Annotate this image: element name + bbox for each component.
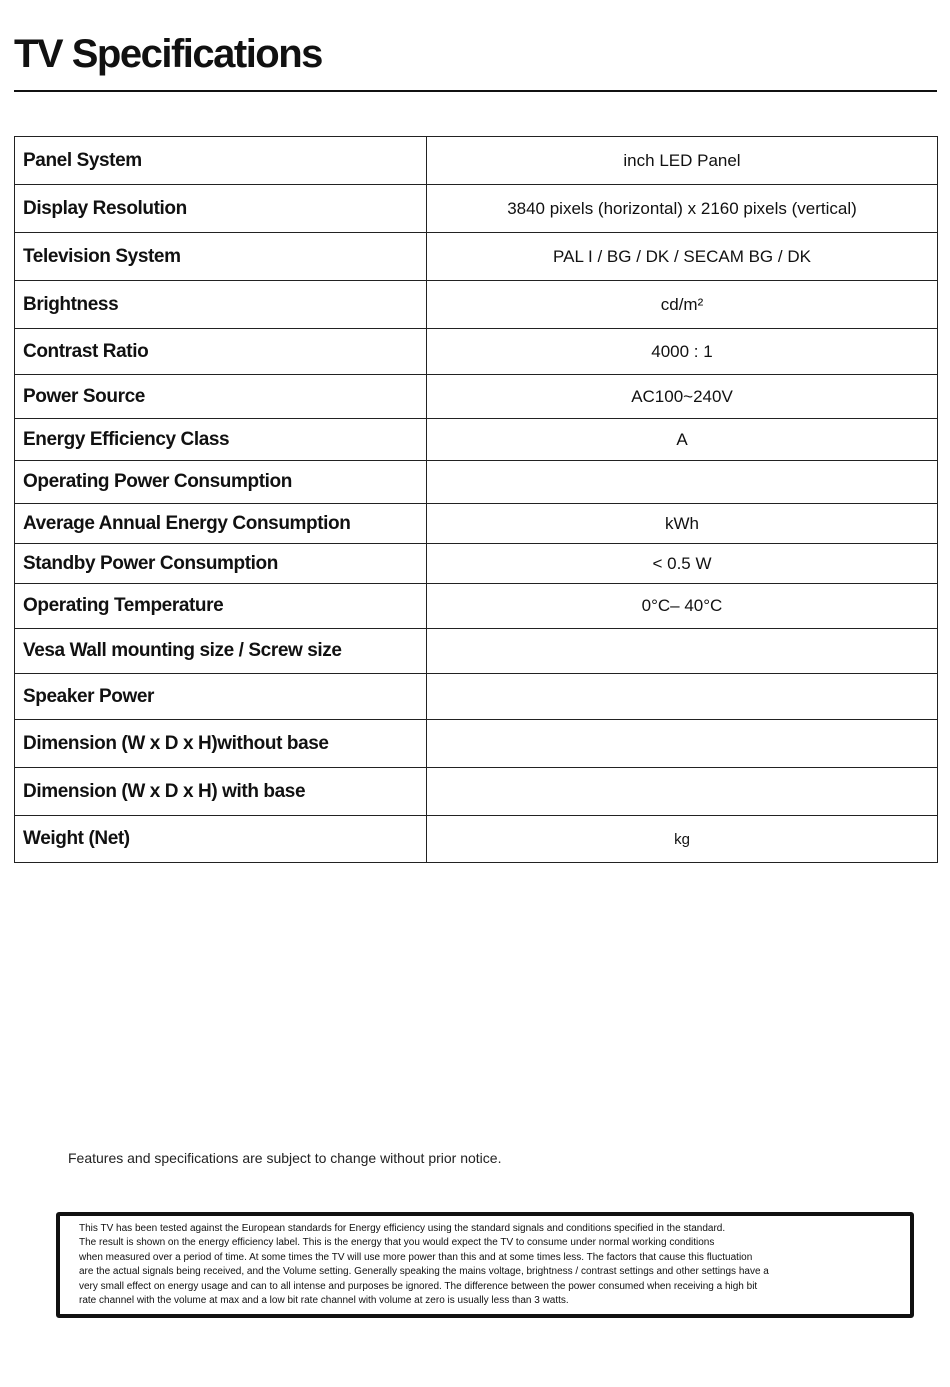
energy-note-line: The result is shown on the energy efficiency label. This is the energy that you would expect the TV to consume under normal working conditions: [79, 1237, 715, 1249]
spec-row-vesa-mount: [15, 629, 938, 674]
spec-label: Display Resolution: [15, 185, 427, 233]
spec-value: [427, 629, 938, 674]
spec-label: Vesa Wall mounting size / Screw size: [15, 629, 427, 674]
spec-row-operating-power: [15, 461, 938, 504]
spec-value: [427, 768, 938, 816]
spec-label: Brightness: [15, 281, 427, 329]
spec-label: Operating Power Consumption: [15, 461, 427, 504]
energy-note-line: This TV has been tested against the European standards for Energy efficiency using the standard signals and conditions specified in the standard.: [79, 1223, 726, 1234]
spec-row-brightness: [15, 281, 938, 329]
spec-row-display-resolution: [15, 185, 938, 233]
spec-label: Dimension (W x D x H)without base: [15, 720, 427, 768]
spec-value: AC100~240V: [427, 375, 938, 419]
spec-row-television-system: [15, 233, 938, 281]
spec-row-annual-energy: [15, 504, 938, 544]
spec-row-dimension-without-base: [15, 720, 938, 768]
spec-value: [427, 674, 938, 720]
spec-row-contrast-ratio: [15, 329, 938, 375]
spec-row-energy-efficiency-class: [15, 419, 938, 461]
spec-label: Television System: [15, 233, 427, 281]
spec-value: kWh: [427, 504, 938, 544]
spec-value: [427, 461, 938, 504]
spec-label: Standby Power Consumption: [15, 544, 427, 584]
spec-row-speaker-power: [15, 674, 938, 720]
spec-value: PAL I / BG / DK / SECAM BG / DK: [427, 233, 938, 281]
spec-value: kg: [427, 816, 938, 863]
spec-value: A: [427, 419, 938, 461]
spec-row-dimension-with-base: [15, 768, 938, 816]
spec-table: [14, 136, 938, 863]
spec-value: inch LED Panel: [427, 137, 938, 185]
energy-efficiency-note: [56, 1212, 914, 1318]
spec-label: Contrast Ratio: [15, 329, 427, 375]
spec-label: Operating Temperature: [15, 584, 427, 629]
page-title: TV Specifications: [14, 32, 322, 76]
spec-row-operating-temperature: [15, 584, 938, 629]
spec-label: Panel System: [15, 137, 427, 185]
energy-note-line: rate channel with the volume at max and a low bit rate channel with volume at zero is usually less than 3 watts.: [79, 1295, 569, 1307]
title-divider: [14, 90, 937, 92]
spec-label: Dimension (W x D x H) with base: [15, 768, 427, 816]
spec-label: Average Annual Energy Consumption: [15, 504, 427, 544]
energy-note-line: when measured over a period of time. At some times the TV will use more power than this and at some times less. The factors that cause this fluctuation: [79, 1251, 753, 1263]
spec-row-panel-system: [15, 137, 938, 185]
specs-notice: Features and specifications are subject to change without prior notice.: [68, 1150, 502, 1166]
spec-label: Power Source: [15, 375, 427, 419]
spec-value: 0°C– 40°C: [427, 584, 938, 629]
spec-value: < 0.5 W: [427, 544, 938, 584]
spec-value: 4000 : 1: [427, 329, 938, 375]
spec-label: Speaker Power: [15, 674, 427, 720]
spec-row-weight: [15, 816, 938, 863]
spec-row-power-source: [15, 375, 938, 419]
energy-note-line: are the actual signals being received, and the Volume setting. Generally speaking the mains voltage, brightness / contrast settings and other settings have a: [79, 1266, 769, 1278]
spec-label: Energy Efficiency Class: [15, 419, 427, 461]
spec-value: [427, 720, 938, 768]
spec-row-standby-power: [15, 544, 938, 584]
spec-value: cd/m²: [427, 281, 938, 329]
spec-label: Weight (Net): [15, 816, 427, 863]
energy-note-line: very small effect on energy usage and can to all intense and purposes be ignored. The difference between the power consumed when receiving a high bit: [79, 1280, 758, 1292]
spec-value: 3840 pixels (horizontal) x 2160 pixels (vertical): [427, 185, 938, 233]
